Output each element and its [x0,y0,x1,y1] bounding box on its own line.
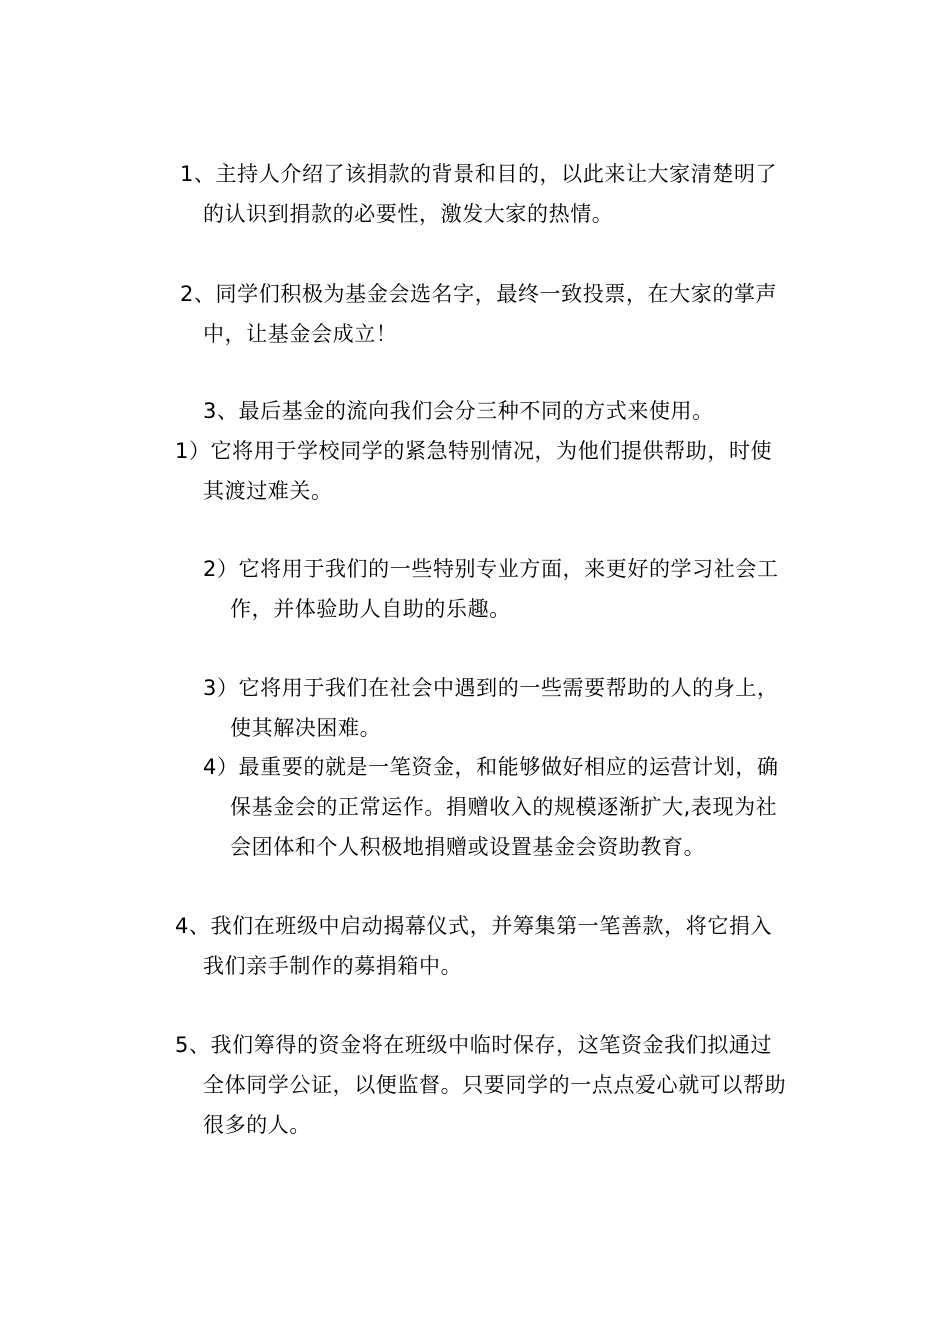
item-3-sub-4-line-3: 会团体和个人积极地捐赠或设置基金会资助教育。 [230,835,706,859]
item-3-sub-1-line-1: 1）它将用于学校同学的紧急特别情况，为他们提供帮助，时使 [175,439,773,463]
item-3-sub-3-line-1: 3）它将用于我们在社会中遇到的一些需要帮助的人的身上， [203,676,779,700]
item-4-line-2: 我们亲手制作的募捐箱中。 [203,954,463,978]
item-1-line-2: 的认识到捐款的必要性，激发大家的热情。 [203,202,614,226]
item-5-line-3: 很多的人。 [203,1113,311,1137]
item-3-sub-2-line-1: 2）它将用于我们的一些特别专业方面，来更好的学习社会工 [203,557,779,581]
item-3-sub-4-line-2: 保基金会的正常运作。捐赠收入的规模逐渐扩大,表现为社 [230,795,778,819]
item-1-line-1: 1、主持人介绍了该捐款的背景和目的，以此来让大家清楚明了 [180,162,778,186]
item-5-line-1: 5、我们筹得的资金将在班级中临时保存，这笔资金我们拟通过 [175,1033,773,1057]
item-5-line-2: 全体同学公证，以便监督。只要同学的一点点爱心就可以帮助 [203,1073,787,1097]
item-3-sub-1-line-2: 其渡过难关。 [203,479,333,503]
item-3-sub-2-line-2: 作，并体验助人自助的乐趣。 [230,597,511,621]
item-2-line-1: 2、同学们积极为基金会选名字，最终一致投票，在大家的掌声 [180,282,778,306]
item-2-line-2: 中，让基金会成立！ [203,322,398,346]
item-3-intro: 3、最后基金的流向我们会分三种不同的方式来使用。 [203,399,714,423]
item-4-line-1: 4、我们在班级中启动揭幕仪式，并筹集第一笔善款，将它捐入 [175,914,773,938]
item-3-sub-3-line-2: 使其解决困难。 [230,716,382,740]
item-3-sub-4-line-1: 4）最重要的就是一笔资金，和能够做好相应的运营计划，确 [203,755,779,779]
